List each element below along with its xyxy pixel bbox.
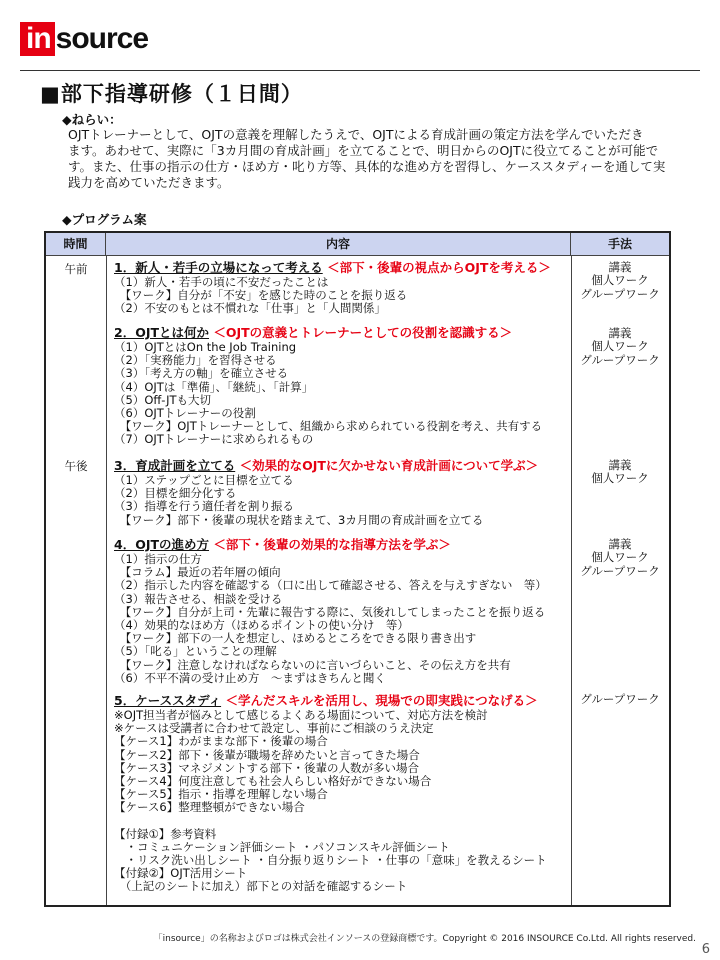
block-spacer bbox=[114, 815, 569, 828]
method-item: 個人ワーク bbox=[591, 471, 649, 486]
aim-body bbox=[68, 127, 666, 191]
logo-in-mark: in bbox=[20, 22, 55, 56]
block-line: （2）指示した内容を確認する（口に出して確認させる、答えを与えすぎない 等） bbox=[114, 578, 547, 593]
block-line: 【ケース3】マネジメントする部下・後輩の人数が多い場合 bbox=[114, 760, 420, 775]
block-title bbox=[114, 537, 569, 553]
aim-line: OJTトレーナーとして、OJTの意義を理解したうえで、OJTによる育成計画の策定方法を学んでいただき bbox=[68, 127, 644, 142]
page-title: ■部下指導研修（１日間） bbox=[40, 82, 303, 106]
program-block-4 bbox=[114, 537, 569, 685]
header-time: 時間 bbox=[46, 233, 106, 255]
block-title-text: 4．OJTの進め方 bbox=[114, 537, 210, 552]
method-block-5 bbox=[571, 693, 669, 706]
column-divider bbox=[106, 256, 107, 905]
method-block-4 bbox=[571, 538, 669, 578]
block-line: 【ワーク】自分が「不安」を感じた時のことを振り返る bbox=[114, 288, 408, 303]
block-line: 【ケース6】整理整頓ができない場合 bbox=[114, 800, 305, 815]
header-divider bbox=[20, 70, 700, 71]
method-block-1 bbox=[571, 261, 669, 301]
program-block-1 bbox=[114, 260, 569, 316]
appendix-line: 【付録①】参考資料 bbox=[114, 826, 217, 841]
block-title-text: 2．OJTとは何か bbox=[114, 325, 210, 340]
block-title bbox=[114, 325, 569, 341]
method-item: グループワーク bbox=[580, 352, 660, 367]
block-subtitle: ＜効果的なOJTに欠かせない育成計画について学ぶ＞ bbox=[239, 458, 539, 473]
aim-heading: ◆ねらい： bbox=[62, 112, 122, 127]
block-line: （1）ステップごとに目標を立てる bbox=[114, 473, 294, 487]
block-line: （3）指導を行う適任者を割り振る bbox=[114, 499, 294, 514]
block-line: （1）指示の仕方 bbox=[114, 552, 202, 566]
aim-line: ます。あわせて、実際に「3カ月間の育成計画」を立てることで、明日からのOJTに役立てることが可能で bbox=[68, 143, 659, 158]
program-block-2 bbox=[114, 325, 569, 447]
aim-line: 践力を高めていただきます。 bbox=[68, 175, 230, 190]
method-item: 講義 bbox=[608, 326, 632, 340]
block-line: ※ケースは受講者に合わせて設定し、事前にご相談のうえ決定 bbox=[114, 721, 434, 736]
appendix-line: （上記のシートに加え）部下との対話を確認するシート bbox=[114, 879, 408, 894]
block-line: （3）報告させる、相談を受ける bbox=[114, 591, 283, 606]
method-item: 講義 bbox=[608, 458, 632, 472]
aim-line: す。また、仕事の指示の仕方・ほめ方・叱り方等、具体的な進め方を習得し、ケーススタディーを通して実 bbox=[68, 159, 666, 174]
method-item: 個人ワーク bbox=[591, 273, 649, 288]
block-subtitle: ＜部下・後輩の効果的な指導方法を学ぶ＞ bbox=[213, 537, 451, 552]
method-item: 講義 bbox=[608, 537, 632, 551]
block-subtitle: ＜OJTの意義とトレーナーとしての役割を認識する＞ bbox=[213, 325, 513, 340]
logo-source-text: source bbox=[55, 22, 149, 55]
header-method: 手法 bbox=[607, 237, 632, 251]
appendix-line: ・リスク洗い出しシート ・自分振り返りシート ・仕事の「意味」を教えるシート bbox=[114, 853, 547, 868]
method-item: 個人ワーク bbox=[591, 550, 649, 565]
block-line: （5）「叱る」ということの理解 bbox=[114, 644, 277, 659]
block-title-text: 5．ケーススタディ bbox=[114, 693, 222, 708]
header-content: 内容 bbox=[106, 233, 571, 255]
block-line: （4）効果的なほめ方（ほめるポイントの使い分け 等） bbox=[114, 618, 409, 633]
program-block-3 bbox=[114, 458, 569, 527]
block-line: 【ケース2】部下・後輩が職場を辞めたいと言ってきた場合 bbox=[114, 747, 420, 762]
block-title bbox=[114, 458, 569, 474]
block-line: 【ワーク】注意しなければならないのに言いづらいこと、その伝え方を共有 bbox=[114, 657, 511, 672]
block-line: 【ケース4】何度注意しても社会人らしい格好ができない場合 bbox=[114, 774, 432, 789]
block-line: （6）OJTトレーナーの役割 bbox=[114, 406, 256, 421]
appendix-line: ・コミュニケーション評価シート ・パソコンスキル評価シート bbox=[114, 839, 450, 854]
program-table bbox=[44, 231, 671, 907]
table-header bbox=[46, 233, 669, 256]
block-line: （2）「実務能力」を習得させる bbox=[114, 353, 277, 368]
block-line: （2）目標を細分化する bbox=[114, 486, 237, 501]
block-line: （3）「考え方の軸」を確立させる bbox=[114, 366, 289, 381]
copyright-footer: 「insource」の名称およびロゴは株式会社インソースの登録商標です。Copyright © 2016 INSOURCE Co.Ltd. All rights reserved. bbox=[153, 934, 696, 944]
method-block-3 bbox=[571, 459, 669, 486]
block-subtitle: ＜学んだスキルを活用し、現場での即実践につなげる＞ bbox=[225, 693, 538, 708]
method-item: 講義 bbox=[608, 260, 632, 274]
block-line: ※OJT担当者が悩みとして感じるよくある場面について、対応方法を検討 bbox=[114, 708, 488, 722]
program-block-5 bbox=[114, 693, 569, 894]
method-item: 個人ワーク bbox=[591, 339, 649, 354]
program-heading: ◆プログラム案 bbox=[62, 212, 147, 227]
appendix-line: 【付録②】OJT活用シート bbox=[114, 866, 248, 881]
page-number: 6 bbox=[701, 942, 710, 957]
block-title bbox=[114, 260, 569, 276]
block-title bbox=[114, 693, 569, 709]
block-line: 【ケース1】わがままな部下・後輩の場合 bbox=[114, 734, 328, 749]
block-line: 【ワーク】OJTトレーナーとして、組織から求められている役割を考え、共有する bbox=[114, 419, 543, 434]
block-line: （4）OJTは「準備」、「継続」、「計算」 bbox=[114, 379, 314, 394]
block-line: （2）不安のもとは不慣れな「仕事」と「人間関係」 bbox=[114, 301, 386, 316]
block-subtitle: ＜部下・後輩の視点からOJTを考える＞ bbox=[327, 260, 551, 275]
block-title-text: 1．新人・若手の立場になって考える bbox=[114, 260, 323, 275]
method-item: グループワーク bbox=[580, 692, 660, 706]
block-line: 【ケース5】指示・指導を理解しない場合 bbox=[114, 787, 328, 802]
block-line: （6）不平不満の受け止め方 ～まずはきちんと聞く bbox=[114, 670, 386, 685]
block-line: （1）新人・若手の頃に不安だったことは bbox=[114, 275, 329, 289]
method-item: グループワーク bbox=[580, 563, 660, 578]
block-title-text: 3．育成計画を立てる bbox=[114, 458, 236, 473]
time-pm: 午後 bbox=[64, 459, 88, 473]
time-am: 午前 bbox=[64, 262, 88, 276]
block-line: 【ワーク】自分が上司・先輩に報告する際に、気後れしてしまったことを振り返る bbox=[114, 604, 546, 619]
block-line: 【ワーク】部下の一人を想定し、ほめるところをできる限り書き出す bbox=[114, 631, 477, 646]
insource-logo bbox=[20, 22, 148, 56]
method-item: グループワーク bbox=[580, 286, 660, 301]
block-line: 【コラム】最近の若年層の傾向 bbox=[114, 565, 281, 580]
block-line: 【ワーク】部下・後輩の現状を踏まえて、3カ月間の育成計画を立てる bbox=[114, 512, 484, 527]
method-block-2 bbox=[571, 327, 669, 367]
block-line: （7）OJTトレーナーに求められるもの bbox=[114, 432, 314, 447]
block-line: （5）Off-JTも大切 bbox=[114, 392, 211, 407]
block-line: （1）OJTとはOn the Job Training bbox=[114, 340, 297, 354]
